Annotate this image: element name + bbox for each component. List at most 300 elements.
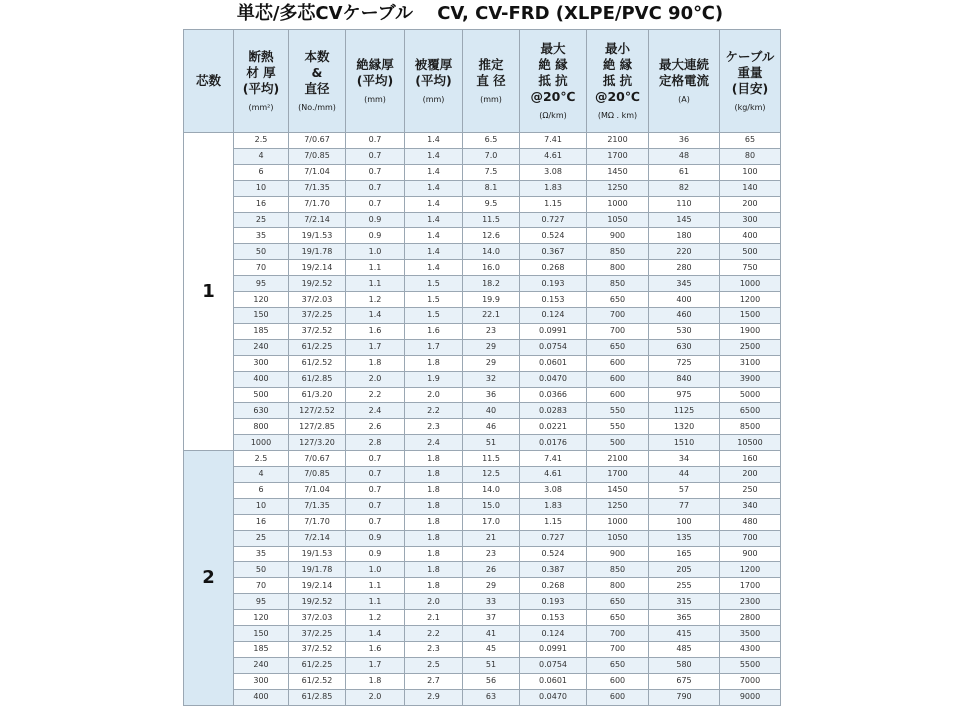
table-cell: 1.1 bbox=[346, 578, 405, 594]
table-cell: 19.9 bbox=[463, 292, 520, 308]
table-cell: 1.8 bbox=[346, 673, 405, 689]
table-cell: 8500 bbox=[720, 419, 781, 435]
table-cell: 100 bbox=[720, 164, 781, 180]
table-cell: 61 bbox=[649, 164, 720, 180]
table-cell: 650 bbox=[587, 657, 649, 673]
table-cell: 1.6 bbox=[405, 323, 463, 339]
table-cell: 1.1 bbox=[346, 276, 405, 292]
core-count-cell: 2 bbox=[184, 451, 234, 706]
table-cell: 0.0470 bbox=[520, 371, 587, 387]
table-cell: 16.0 bbox=[463, 260, 520, 276]
table-cell: 1.0 bbox=[346, 244, 405, 260]
table-cell: 3.08 bbox=[520, 164, 587, 180]
table-cell: 1200 bbox=[720, 562, 781, 578]
table-cell: 16 bbox=[234, 514, 289, 530]
table-cell: 1.4 bbox=[405, 164, 463, 180]
table-cell: 2.4 bbox=[346, 403, 405, 419]
table-cell: 44 bbox=[649, 467, 720, 483]
table-cell: 2.9 bbox=[405, 689, 463, 705]
table-cell: 650 bbox=[587, 292, 649, 308]
table-cell: 61/2.85 bbox=[289, 689, 346, 705]
table-cell: 600 bbox=[587, 371, 649, 387]
table-cell: 0.268 bbox=[520, 578, 587, 594]
table-cell: 0.727 bbox=[520, 212, 587, 228]
table-cell: 0.727 bbox=[520, 530, 587, 546]
table-cell: 3500 bbox=[720, 626, 781, 642]
table-cell: 300 bbox=[234, 673, 289, 689]
table-cell: 15.0 bbox=[463, 498, 520, 514]
table-cell: 36 bbox=[649, 133, 720, 149]
table-cell: 750 bbox=[720, 260, 781, 276]
table-cell: 9.5 bbox=[463, 196, 520, 212]
table-row bbox=[184, 657, 781, 673]
table-cell: 80 bbox=[720, 148, 781, 164]
table-row bbox=[184, 498, 781, 514]
table-cell: 1200 bbox=[720, 292, 781, 308]
table-cell: 25 bbox=[234, 530, 289, 546]
table-cell: 37/2.03 bbox=[289, 292, 346, 308]
header-cell-size: 断熱 材 厚 (平均) (mm²) bbox=[234, 30, 289, 133]
table-cell: 800 bbox=[587, 578, 649, 594]
table-cell: 2.3 bbox=[405, 642, 463, 658]
table-cell: 840 bbox=[649, 371, 720, 387]
table-row bbox=[184, 403, 781, 419]
table-cell: 7/1.35 bbox=[289, 180, 346, 196]
table-cell: 34 bbox=[649, 451, 720, 467]
table-cell: 17.0 bbox=[463, 514, 520, 530]
table-cell: 1500 bbox=[720, 307, 781, 323]
table-cell: 4 bbox=[234, 148, 289, 164]
table-cell: 1050 bbox=[587, 530, 649, 546]
table-row bbox=[184, 244, 781, 260]
core-count-cell: 1 bbox=[184, 133, 234, 451]
table-row bbox=[184, 307, 781, 323]
table-cell: 1.5 bbox=[405, 307, 463, 323]
table-cell: 61/2.85 bbox=[289, 371, 346, 387]
table-cell: 145 bbox=[649, 212, 720, 228]
table-row bbox=[184, 371, 781, 387]
table-cell: 32 bbox=[463, 371, 520, 387]
table-cell: 0.0366 bbox=[520, 387, 587, 403]
table-cell: 18.2 bbox=[463, 276, 520, 292]
table-cell: 1125 bbox=[649, 403, 720, 419]
table-cell: 2.8 bbox=[346, 435, 405, 451]
table-cell: 35 bbox=[234, 546, 289, 562]
table-row bbox=[184, 133, 781, 149]
table-cell: 200 bbox=[720, 467, 781, 483]
table-cell: 400 bbox=[720, 228, 781, 244]
table-cell: 600 bbox=[587, 689, 649, 705]
table-row bbox=[184, 196, 781, 212]
table-cell: 1510 bbox=[649, 435, 720, 451]
table-cell: 6500 bbox=[720, 403, 781, 419]
table-cell: 345 bbox=[649, 276, 720, 292]
table-cell: 48 bbox=[649, 148, 720, 164]
table-cell: 0.7 bbox=[346, 514, 405, 530]
table-cell: 725 bbox=[649, 355, 720, 371]
table-cell: 0.0754 bbox=[520, 339, 587, 355]
table-cell: 77 bbox=[649, 498, 720, 514]
table-cell: 1.15 bbox=[520, 514, 587, 530]
table-cell: 10 bbox=[234, 498, 289, 514]
table-row bbox=[184, 292, 781, 308]
table-cell: 340 bbox=[720, 498, 781, 514]
table-cell: 0.367 bbox=[520, 244, 587, 260]
table-row bbox=[184, 626, 781, 642]
table-cell: 4.61 bbox=[520, 148, 587, 164]
table-cell: 1450 bbox=[587, 164, 649, 180]
table-cell: 7.5 bbox=[463, 164, 520, 180]
table-cell: 19/2.14 bbox=[289, 260, 346, 276]
table-cell: 0.9 bbox=[346, 212, 405, 228]
table-cell: 1.7 bbox=[346, 339, 405, 355]
table-cell: 2100 bbox=[587, 133, 649, 149]
table-cell: 185 bbox=[234, 642, 289, 658]
table-cell: 1.8 bbox=[405, 482, 463, 498]
table-cell: 1.0 bbox=[346, 562, 405, 578]
table-cell: 19/2.52 bbox=[289, 594, 346, 610]
table-cell: 2500 bbox=[720, 339, 781, 355]
table-cell: 19/1.78 bbox=[289, 244, 346, 260]
table-cell: 900 bbox=[587, 546, 649, 562]
table-cell: 800 bbox=[234, 419, 289, 435]
table-cell: 37/2.52 bbox=[289, 323, 346, 339]
table-cell: 2.5 bbox=[405, 657, 463, 673]
table-row bbox=[184, 467, 781, 483]
table-cell: 95 bbox=[234, 594, 289, 610]
table-cell: 1.83 bbox=[520, 498, 587, 514]
table-cell: 900 bbox=[587, 228, 649, 244]
table-cell: 7/0.85 bbox=[289, 148, 346, 164]
table-cell: 29 bbox=[463, 339, 520, 355]
table-cell: 400 bbox=[649, 292, 720, 308]
table-cell: 0.124 bbox=[520, 626, 587, 642]
table-row bbox=[184, 642, 781, 658]
table-cell: 1000 bbox=[234, 435, 289, 451]
table-cell: 36 bbox=[463, 387, 520, 403]
table-row bbox=[184, 546, 781, 562]
table-cell: 10 bbox=[234, 180, 289, 196]
header-row bbox=[184, 30, 781, 133]
table-body bbox=[184, 133, 781, 706]
table-cell: 150 bbox=[234, 626, 289, 642]
table-cell: 16 bbox=[234, 196, 289, 212]
table-row bbox=[184, 514, 781, 530]
table-cell: 2.0 bbox=[346, 371, 405, 387]
table-cell: 315 bbox=[649, 594, 720, 610]
table-cell: 70 bbox=[234, 578, 289, 594]
table-cell: 1.15 bbox=[520, 196, 587, 212]
table-cell: 1.8 bbox=[405, 467, 463, 483]
table-cell: 2.6 bbox=[346, 419, 405, 435]
table-cell: 1.4 bbox=[405, 180, 463, 196]
table-cell: 3.08 bbox=[520, 482, 587, 498]
table-cell: 460 bbox=[649, 307, 720, 323]
table-cell: 1.83 bbox=[520, 180, 587, 196]
table-cell: 0.193 bbox=[520, 594, 587, 610]
table-cell: 0.9 bbox=[346, 530, 405, 546]
header-cell-strands: 本数 & 直径 (No./mm) bbox=[289, 30, 346, 133]
table-cell: 63 bbox=[463, 689, 520, 705]
table-cell: 37/2.03 bbox=[289, 610, 346, 626]
table-cell: 1000 bbox=[587, 196, 649, 212]
table-row bbox=[184, 323, 781, 339]
table-cell: 21 bbox=[463, 530, 520, 546]
table-cell: 19/1.53 bbox=[289, 228, 346, 244]
table-cell: 127/3.20 bbox=[289, 435, 346, 451]
table-cell: 1.7 bbox=[346, 657, 405, 673]
table-cell: 40 bbox=[463, 403, 520, 419]
table-cell: 0.0283 bbox=[520, 403, 587, 419]
table-cell: 1.7 bbox=[405, 339, 463, 355]
table-cell: 0.0176 bbox=[520, 435, 587, 451]
table-cell: 1.8 bbox=[346, 355, 405, 371]
table-cell: 7/2.14 bbox=[289, 212, 346, 228]
table-cell: 700 bbox=[587, 307, 649, 323]
table-cell: 7/1.70 bbox=[289, 196, 346, 212]
table-cell: 4 bbox=[234, 467, 289, 483]
table-cell: 29 bbox=[463, 578, 520, 594]
table-cell: 7/1.35 bbox=[289, 498, 346, 514]
table-cell: 500 bbox=[720, 244, 781, 260]
table-cell: 485 bbox=[649, 642, 720, 658]
table-cell: 700 bbox=[587, 626, 649, 642]
table-cell: 700 bbox=[587, 642, 649, 658]
table-cell: 1.8 bbox=[405, 498, 463, 514]
table-cell: 5500 bbox=[720, 657, 781, 673]
table-row bbox=[184, 482, 781, 498]
table-cell: 46 bbox=[463, 419, 520, 435]
table-cell: 61/2.25 bbox=[289, 339, 346, 355]
table-cell: 1.4 bbox=[405, 133, 463, 149]
table-cell: 2.7 bbox=[405, 673, 463, 689]
table-cell: 165 bbox=[649, 546, 720, 562]
table-cell: 110 bbox=[649, 196, 720, 212]
table-cell: 400 bbox=[234, 371, 289, 387]
table-cell: 1.8 bbox=[405, 578, 463, 594]
table-cell: 1700 bbox=[587, 467, 649, 483]
table-cell: 4.61 bbox=[520, 467, 587, 483]
table-cell: 0.268 bbox=[520, 260, 587, 276]
table-row bbox=[184, 689, 781, 705]
table-cell: 22.1 bbox=[463, 307, 520, 323]
table-cell: 7/0.85 bbox=[289, 467, 346, 483]
table-cell: 1.5 bbox=[405, 276, 463, 292]
table-cell: 1320 bbox=[649, 419, 720, 435]
table-cell: 0.7 bbox=[346, 164, 405, 180]
table-row bbox=[184, 451, 781, 467]
table-cell: 2.0 bbox=[346, 689, 405, 705]
table-cell: 1900 bbox=[720, 323, 781, 339]
table-cell: 8.1 bbox=[463, 180, 520, 196]
table-cell: 0.9 bbox=[346, 228, 405, 244]
table-cell: 37/2.25 bbox=[289, 307, 346, 323]
table-cell: 1.4 bbox=[405, 196, 463, 212]
table-cell: 51 bbox=[463, 657, 520, 673]
table-cell: 1.2 bbox=[346, 610, 405, 626]
table-cell: 65 bbox=[720, 133, 781, 149]
table-cell: 650 bbox=[587, 339, 649, 355]
table-cell: 850 bbox=[587, 276, 649, 292]
table-cell: 280 bbox=[649, 260, 720, 276]
table-cell: 1.8 bbox=[405, 514, 463, 530]
table-row bbox=[184, 435, 781, 451]
table-cell: 19/2.52 bbox=[289, 276, 346, 292]
table-cell: 150 bbox=[234, 307, 289, 323]
table-cell: 19/2.14 bbox=[289, 578, 346, 594]
table-cell: 95 bbox=[234, 276, 289, 292]
table-cell: 600 bbox=[587, 673, 649, 689]
header-cell-cores: 芯数 bbox=[184, 30, 234, 133]
table-cell: 127/2.85 bbox=[289, 419, 346, 435]
table-cell: 12.6 bbox=[463, 228, 520, 244]
table-cell: 975 bbox=[649, 387, 720, 403]
table-cell: 1.8 bbox=[405, 451, 463, 467]
table-cell: 50 bbox=[234, 562, 289, 578]
table-cell: 3900 bbox=[720, 371, 781, 387]
table-row bbox=[184, 578, 781, 594]
table-cell: 200 bbox=[720, 196, 781, 212]
table-row bbox=[184, 212, 781, 228]
table-cell: 480 bbox=[720, 514, 781, 530]
table-cell: 1450 bbox=[587, 482, 649, 498]
table-cell: 790 bbox=[649, 689, 720, 705]
table-row bbox=[184, 180, 781, 196]
table-cell: 630 bbox=[649, 339, 720, 355]
table-cell: 0.7 bbox=[346, 148, 405, 164]
table-cell: 25 bbox=[234, 212, 289, 228]
table-cell: 1250 bbox=[587, 180, 649, 196]
table-cell: 120 bbox=[234, 610, 289, 626]
table-cell: 800 bbox=[587, 260, 649, 276]
table-cell: 2800 bbox=[720, 610, 781, 626]
table-cell: 1.8 bbox=[405, 562, 463, 578]
table-cell: 100 bbox=[649, 514, 720, 530]
table-cell: 500 bbox=[234, 387, 289, 403]
table-cell: 0.7 bbox=[346, 482, 405, 498]
table-cell: 600 bbox=[587, 387, 649, 403]
table-cell: 6 bbox=[234, 164, 289, 180]
header-cell-diameter: 推定 直 径 (mm) bbox=[463, 30, 520, 133]
header-cell-min-insulation-resistance: 最小 絶 縁 抵 抗 @20℃ (MΩ . km) bbox=[587, 30, 649, 133]
table-cell: 2.0 bbox=[405, 387, 463, 403]
table-cell: 45 bbox=[463, 642, 520, 658]
table-cell: 1.6 bbox=[346, 323, 405, 339]
table-cell: 57 bbox=[649, 482, 720, 498]
table-cell: 1.8 bbox=[405, 530, 463, 546]
table-cell: 29 bbox=[463, 355, 520, 371]
table-cell: 0.0754 bbox=[520, 657, 587, 673]
table-cell: 19/1.78 bbox=[289, 562, 346, 578]
table-cell: 11.5 bbox=[463, 212, 520, 228]
table-cell: 7000 bbox=[720, 673, 781, 689]
table-cell: 0.153 bbox=[520, 610, 587, 626]
table-cell: 1.2 bbox=[346, 292, 405, 308]
table-row bbox=[184, 610, 781, 626]
table-cell: 0.0601 bbox=[520, 673, 587, 689]
table-cell: 365 bbox=[649, 610, 720, 626]
table-cell: 19/1.53 bbox=[289, 546, 346, 562]
table-cell: 160 bbox=[720, 451, 781, 467]
table-cell: 56 bbox=[463, 673, 520, 689]
table-cell: 1.9 bbox=[405, 371, 463, 387]
table-cell: 7.0 bbox=[463, 148, 520, 164]
table-cell: 33 bbox=[463, 594, 520, 610]
table-cell: 630 bbox=[234, 403, 289, 419]
cable-spec-table bbox=[183, 29, 781, 706]
table-cell: 6.5 bbox=[463, 133, 520, 149]
table-cell: 0.7 bbox=[346, 180, 405, 196]
table-cell: 0.387 bbox=[520, 562, 587, 578]
table-cell: 2.2 bbox=[346, 387, 405, 403]
header-cell-max-resistance: 最大 絶 縁 抵 抗 @20℃ (Ω/km) bbox=[520, 30, 587, 133]
table-row bbox=[184, 355, 781, 371]
table-cell: 2.5 bbox=[234, 451, 289, 467]
table-row bbox=[184, 387, 781, 403]
table-cell: 2100 bbox=[587, 451, 649, 467]
table-cell: 1.4 bbox=[346, 307, 405, 323]
table-row bbox=[184, 594, 781, 610]
table-cell: 37/2.52 bbox=[289, 642, 346, 658]
table-cell: 61/3.20 bbox=[289, 387, 346, 403]
table-cell: 530 bbox=[649, 323, 720, 339]
table-cell: 0.153 bbox=[520, 292, 587, 308]
table-cell: 1.4 bbox=[405, 148, 463, 164]
table-cell: 0.0221 bbox=[520, 419, 587, 435]
table-cell: 7.41 bbox=[520, 133, 587, 149]
table-cell: 140 bbox=[720, 180, 781, 196]
table-cell: 700 bbox=[720, 530, 781, 546]
table-row bbox=[184, 530, 781, 546]
table-cell: 50 bbox=[234, 244, 289, 260]
table-cell: 2.0 bbox=[405, 594, 463, 610]
table-cell: 0.0991 bbox=[520, 642, 587, 658]
table-cell: 1000 bbox=[720, 276, 781, 292]
table-cell: 300 bbox=[234, 355, 289, 371]
table-cell: 37 bbox=[463, 610, 520, 626]
table-cell: 0.193 bbox=[520, 276, 587, 292]
table-cell: 2.4 bbox=[405, 435, 463, 451]
table-cell: 2.5 bbox=[234, 133, 289, 149]
table-cell: 41 bbox=[463, 626, 520, 642]
table-row bbox=[184, 562, 781, 578]
table-cell: 0.524 bbox=[520, 228, 587, 244]
table-cell: 500 bbox=[587, 435, 649, 451]
table-cell: 250 bbox=[720, 482, 781, 498]
table-cell: 0.524 bbox=[520, 546, 587, 562]
table-row bbox=[184, 419, 781, 435]
table-cell: 61/2.52 bbox=[289, 355, 346, 371]
table-cell: 650 bbox=[587, 594, 649, 610]
table-cell: 1.1 bbox=[346, 594, 405, 610]
table-cell: 35 bbox=[234, 228, 289, 244]
table-row bbox=[184, 164, 781, 180]
table-cell: 14.0 bbox=[463, 482, 520, 498]
table-cell: 550 bbox=[587, 403, 649, 419]
table-cell: 82 bbox=[649, 180, 720, 196]
table-cell: 850 bbox=[587, 244, 649, 260]
table-cell: 240 bbox=[234, 339, 289, 355]
table-cell: 6 bbox=[234, 482, 289, 498]
table-cell: 900 bbox=[720, 546, 781, 562]
table-cell: 675 bbox=[649, 673, 720, 689]
table-cell: 7/1.04 bbox=[289, 164, 346, 180]
table-cell: 0.7 bbox=[346, 498, 405, 514]
table-cell: 11.5 bbox=[463, 451, 520, 467]
table-cell: 0.7 bbox=[346, 133, 405, 149]
table-cell: 185 bbox=[234, 323, 289, 339]
table-cell: 580 bbox=[649, 657, 720, 673]
